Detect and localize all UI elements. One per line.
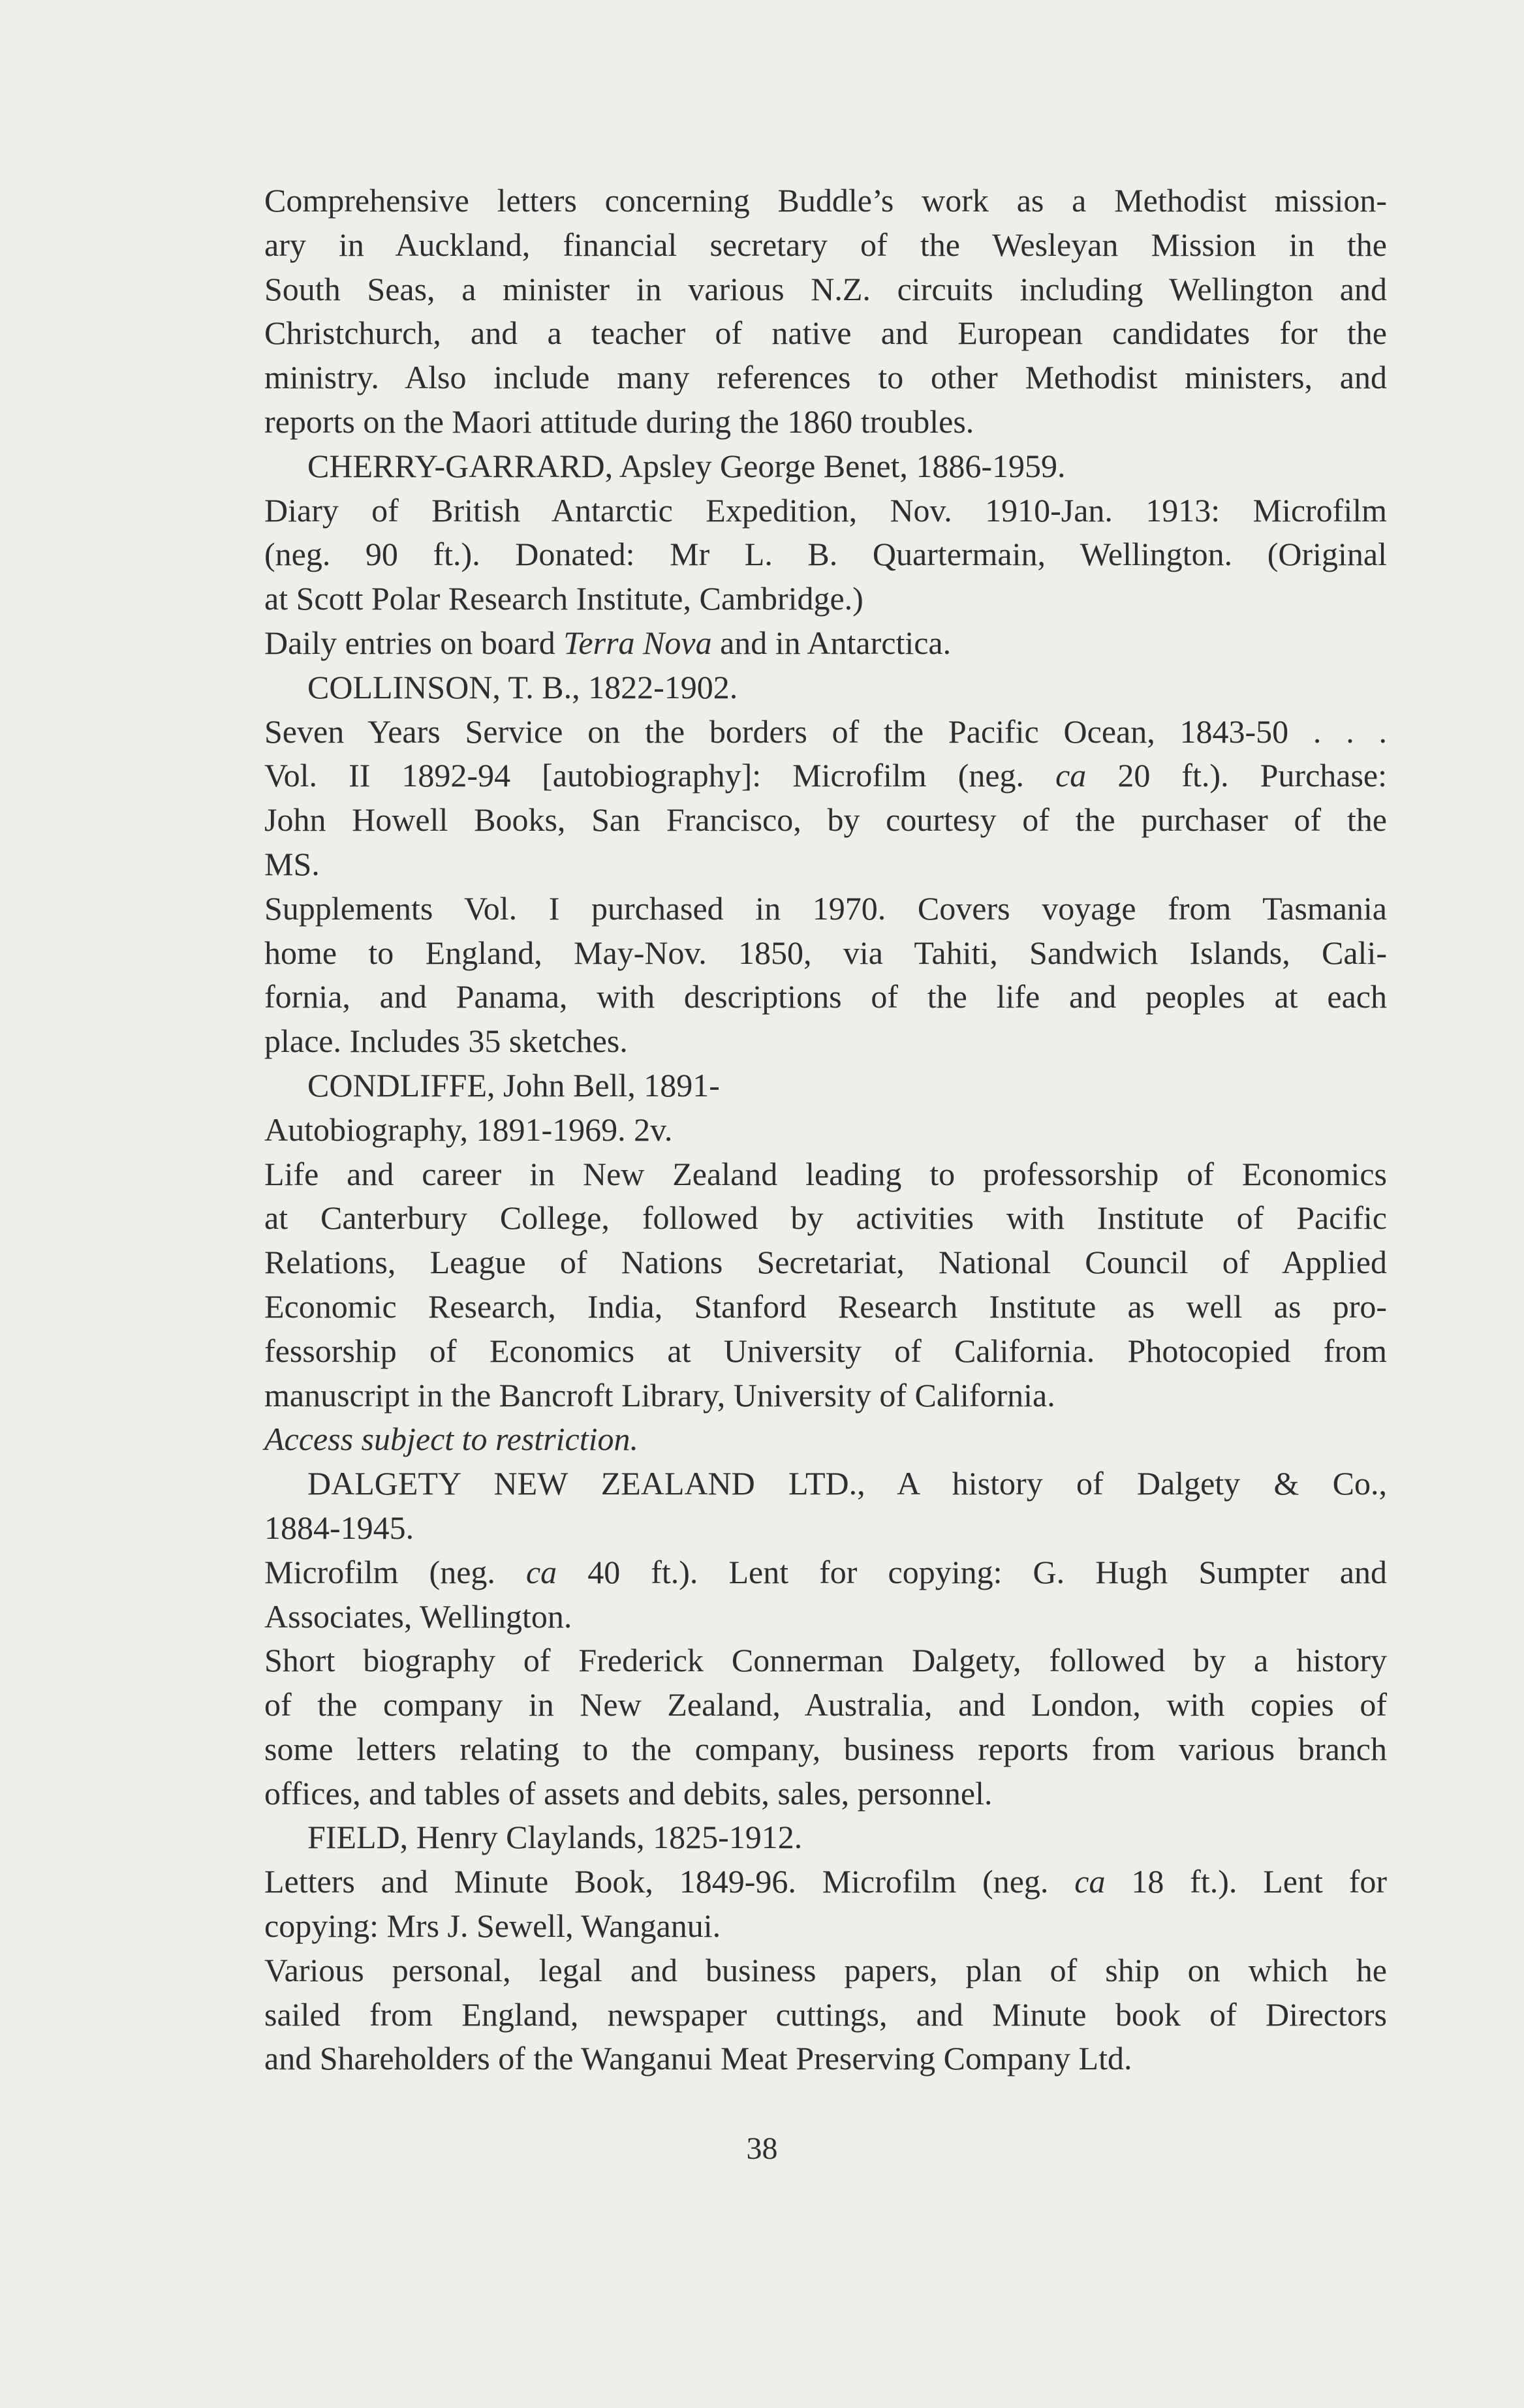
text-span: Vol. II 1892-94 [autobiography]: Microfilm (neg. (264, 757, 1056, 794)
text-span: Economic Research, India, Stanford Research Institute as well as pro- (264, 1288, 1387, 1325)
text-span: 20 ft.). Purchase: (1086, 757, 1387, 794)
text-line (264, 268, 1387, 312)
text-span: fornia, and Panama, with descriptions of the life and peoples at each (264, 978, 1387, 1015)
italic-text: Terra Nova (563, 624, 712, 661)
text-line (264, 1772, 1387, 1816)
text-line (264, 1683, 1387, 1727)
text-line (264, 798, 1387, 842)
text-span: Life and career in New Zealand leading to professorship of Economics (264, 1155, 1387, 1192)
text-line (264, 975, 1387, 1019)
text-line (264, 1949, 1387, 1993)
text-line (264, 577, 1387, 621)
text-span: Christchurch, and a teacher of native and European candidates for the (264, 315, 1387, 352)
text-line (264, 1860, 1387, 1904)
text-span: ministry. Also include many references to other Methodist ministers, and (264, 359, 1387, 396)
italic-text: ca (1055, 757, 1087, 794)
text-line (264, 842, 1387, 887)
text-span: Comprehensive letters concerning Buddle’s work as a Methodist mission- (264, 182, 1387, 219)
text-span: Various personal, legal and business papers, plan of ship on which he (264, 1951, 1387, 1988)
text-span: Seven Years Service on the borders of the Pacific Ocean, 1843-50 . . . (264, 713, 1387, 750)
text-line (264, 2037, 1387, 2081)
text-span: (neg. 90 ft.). Donated: Mr L. B. Quartermain, Wellington. (Original (264, 536, 1387, 573)
page-number: 38 (746, 2131, 778, 2166)
text-line (264, 1506, 1387, 1551)
text-span: CONDLIFFE, John Bell, 1891- (307, 1066, 720, 1104)
text-span: CHERRY-GARRARD, Apsley George Benet, 1886-1959. (307, 447, 1066, 484)
text-span: Letters and Minute Book, 1849-96. Microfilm (neg. (264, 1863, 1075, 1900)
text-span: and Shareholders of the Wanganui Meat Preserving Company Ltd. (264, 2040, 1132, 2077)
text-span: copying: Mrs J. Sewell, Wanganui. (264, 1907, 721, 1945)
italic-text: ca (1074, 1863, 1106, 1900)
text-span: at Scott Polar Research Institute, Cambridge.) (264, 580, 863, 617)
text-span: fessorship of Economics at University of California. Photocopied from (264, 1332, 1387, 1369)
text-line (264, 1727, 1387, 1772)
text-line (264, 1993, 1387, 2037)
text-span: of the company in New Zealand, Australia, and London, with copies of (264, 1686, 1387, 1723)
text-line (264, 400, 1387, 444)
text-span: Associates, Wellington. (264, 1598, 572, 1635)
text-line (264, 621, 1387, 666)
text-line (264, 179, 1387, 223)
text-span: 1884-1945. (264, 1509, 414, 1546)
text-span: Diary of British Antarctic Expedition, Nov. 1910-Jan. 1913: Microfilm (264, 491, 1387, 529)
text-line (264, 710, 1387, 754)
text-line (264, 1152, 1387, 1197)
entry-heading-line (264, 666, 1387, 710)
text-line (264, 1639, 1387, 1683)
text-line (264, 754, 1387, 798)
text-line (264, 533, 1387, 577)
entry-heading-line (264, 1462, 1387, 1506)
text-span: Autobiography, 1891-1969. 2v. (264, 1111, 673, 1148)
text-line (264, 489, 1387, 533)
text-span: home to England, May-Nov. 1850, via Tahiti, Sandwich Islands, Cali- (264, 934, 1387, 971)
text-line (264, 356, 1387, 400)
text-span: John Howell Books, San Francisco, by courtesy of the purchaser of the (264, 801, 1387, 839)
text-line (264, 1285, 1387, 1329)
text-line (264, 1019, 1387, 1064)
text-span: COLLINSON, T. B., 1822-1902. (307, 668, 738, 705)
text-span: 40 ft.). Lent for copying: G. Hugh Sumpter and (557, 1553, 1387, 1590)
text-line (264, 311, 1387, 356)
text-line (264, 1595, 1387, 1639)
text-span: reports on the Maori attitude during the 1860 troubles. (264, 403, 974, 440)
text-span: Supplements Vol. I purchased in 1970. Covers voyage from Tasmania (264, 889, 1387, 927)
text-span: and in Antarctica. (711, 624, 952, 661)
text-span: 18 ft.). Lent for (1105, 1863, 1387, 1900)
entry-heading-line (264, 1815, 1387, 1860)
text-span: offices, and tables of assets and debits, sales, personnel. (264, 1774, 993, 1812)
text-line (264, 1374, 1387, 1418)
text-span: at Canterbury College, followed by activities with Institute of Pacific (264, 1199, 1387, 1237)
text-line (264, 1329, 1387, 1374)
text-span: sailed from England, newspaper cuttings, and Minute book of Directors (264, 1996, 1387, 2033)
text-span: DALGETY NEW ZEALAND LTD., A history of Dalgety & Co., (307, 1465, 1387, 1502)
text-span: ary in Auckland, financial secretary of the Wesleyan Mission in the (264, 226, 1387, 263)
text-line (264, 1904, 1387, 1949)
document-body (264, 179, 1387, 2081)
text-span: some letters relating to the company, business reports from various branch (264, 1730, 1387, 1767)
italic-text: Access subject to restriction. (264, 1421, 639, 1458)
text-span: place. Includes 35 sketches. (264, 1023, 628, 1060)
italic-text: ca (525, 1553, 557, 1590)
text-span: FIELD, Henry Claylands, 1825-1912. (307, 1819, 803, 1856)
text-span: Short biography of Frederick Connerman Dalgety, followed by a history (264, 1642, 1387, 1679)
text-line (264, 1551, 1387, 1595)
text-line (264, 1196, 1387, 1241)
text-line (264, 1241, 1387, 1285)
text-line (264, 1108, 1387, 1152)
text-line (264, 1417, 1387, 1462)
text-line (264, 223, 1387, 268)
entry-heading-line (264, 1064, 1387, 1108)
text-span: South Seas, a minister in various N.Z. circuits including Wellington and (264, 270, 1387, 307)
text-span: MS. (264, 845, 320, 882)
text-span: Microfilm (neg. (264, 1553, 526, 1590)
text-span: manuscript in the Bancroft Library, University of California. (264, 1376, 1055, 1413)
entry-heading-line (264, 444, 1387, 489)
text-span: Relations, League of Nations Secretariat, National Council of Applied (264, 1244, 1387, 1281)
text-span: Daily entries on board (264, 624, 564, 661)
text-line (264, 887, 1387, 931)
text-line (264, 931, 1387, 976)
